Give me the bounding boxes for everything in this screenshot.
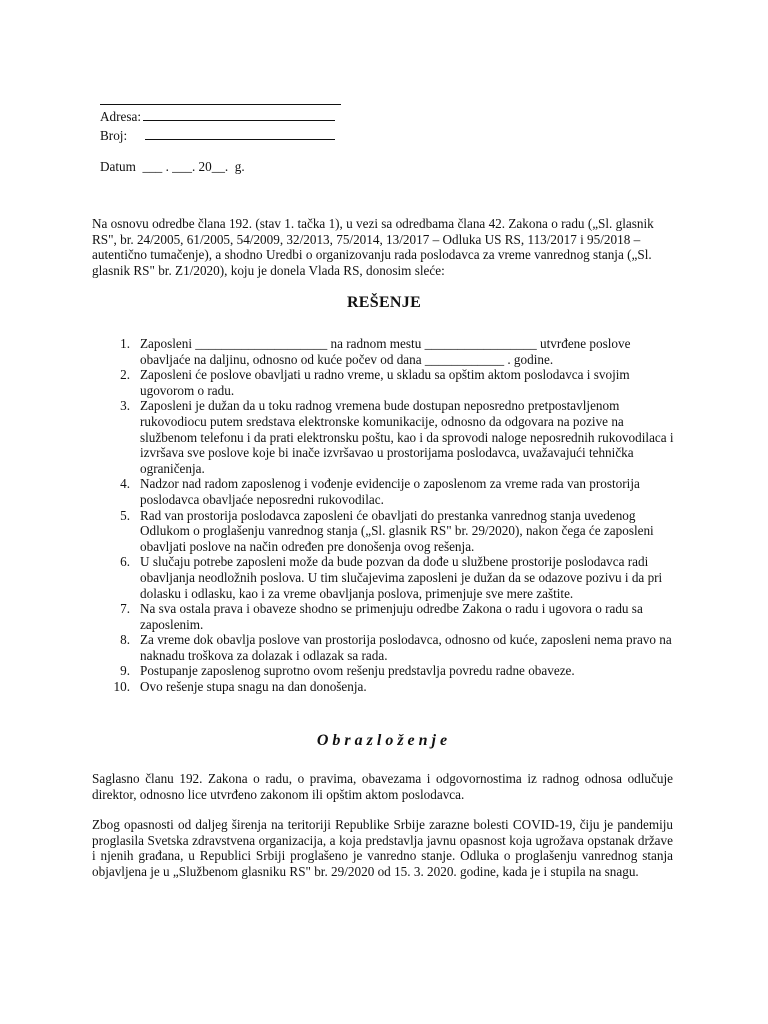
list-item xyxy=(108,679,676,695)
item-number: 7. xyxy=(120,601,130,617)
list-item xyxy=(108,476,676,507)
item-text: Rad van prostorija poslodavca zaposleni će obavljati do prestanka vanrednog stanja uvedenog Odlukom o proglašenju vanrednog stanja („Sl. glasnik RS" br. 29/2020), nakon čega će zaposleni obavljati poslove na način određen pre donošenja ovog rešenja. xyxy=(140,507,654,554)
explanation-title: Obrazloženje xyxy=(316,732,452,749)
employer-name-line xyxy=(100,104,341,105)
sender-header xyxy=(100,104,341,175)
list-item xyxy=(108,336,676,367)
item-text: Zaposleni je dužan da u toku radnog vremena bude dostupan neposredno pretpostavljenom rukovodiocu putem sredstava elektronske komunikacije, odnosno da odgovara na pozive na službenom telefonu i da prati elektronsku poštu, kao i da sprovodi naloge neposrednih rukovodilaca i izvršava sve poslove koje bi inače izvršavao u prostorijama poslodavca, uvažavajući tehnička ograničenja. xyxy=(140,398,674,476)
number-blank-line xyxy=(145,127,335,140)
item-text: Nadzor nad radom zaposlenog i vođenje evidencije o zaposlenom za vreme rada van prostorija poslodavca obavljaće neposredni rukovodilac. xyxy=(140,476,640,507)
item-number: 4. xyxy=(120,476,130,492)
item-text: Na sva ostala prava i obaveze shodno se primenjuju odredbe Zakona o radu i ugovora o radu sa zaposlenim. xyxy=(140,601,643,632)
item-text: Ovo rešenje stupa snagu na dan donošenja. xyxy=(140,679,367,695)
item-text: Zaposleni će poslove obavljati u radno vreme, u skladu sa opštim aktom poslodavca i svojim ugovorom o radu. xyxy=(140,367,630,398)
item-number: 9. xyxy=(120,663,130,679)
explanation-paragraph: Zbog opasnosti od daljeg širenja na teritoriji Republike Srbije zarazne bolesti COVID-19, čiju je pandemiju proglasila Svetska zdravstvena organizacija, a koja predstavlja javnu opasnost koja ugrožava opstanak države i njenih građana, u Republici Srbiji proglašeno je vanredno stanje. Odluka o proglašenju vanrednog stanja objavljena je u „Službenom glasniku RS" br. 29/2020 od 15. 3. 2020. godine, kada je i stupila na snagu. xyxy=(92,817,673,879)
list-item xyxy=(108,632,676,663)
item-number: 2. xyxy=(120,367,130,383)
item-number: 10. xyxy=(113,679,130,695)
item-text: Za vreme dok obavlja poslove van prostorija poslodavca, odnosno od kuće, zaposleni nema pravo na naknadu troškova za dolazak i odlazak sa rada. xyxy=(140,632,672,663)
item-number: 1. xyxy=(120,336,130,351)
explanation-paragraph: Saglasno članu 192. Zakona o radu, o pravima, obavezama i odgovornostima iz radnog odnosa odlučuje direktor, odnosno lice utvrđeno zakonom ili opštim aktom poslodavca. xyxy=(92,771,673,802)
item-text: U slučaju potrebe zaposleni može da bude pozvan da dođe u službene prostorije poslodavca radi obavljanja neodložnih poslova. U tim slučajevima zaposleni je dužan da se odazove pozivu i da pri dolasku i odlasku, kao i za vreme obavljanja poslova, primenjuje sve mere zaštite. xyxy=(140,554,663,601)
intro-paragraph: Na osnovu odredbe člana 192. (stav 1. tačka 1), u vezi sa odredbama člana 42. Zakona o radu („Sl. glasnik RS", br. 24/2005, 61/2005, 54/2009, 32/2013, 75/2014, 13/2017 – Odluka US RS, 113/2017 i 95/2018 – autentično tumačenje), a shodno Uredbi o organizovanju rada poslodavca za vreme vanrednog stanja („Sl. glasnik RS" br. Z1/2020), koju je donela Vlada RS, donosim sleće: xyxy=(92,216,654,278)
list-item xyxy=(108,508,676,555)
list-item xyxy=(108,663,676,679)
item-number: 3. xyxy=(120,398,130,414)
item-number: 6. xyxy=(120,554,130,570)
date-line: Datum ___ . ___. 20__. g. xyxy=(100,159,245,174)
list-item xyxy=(108,367,676,398)
item-text: Postupanje zaposlenog suprotno ovom rešenju predstavlja povredu radne obaveze. xyxy=(140,663,575,679)
address-row xyxy=(100,108,341,127)
item-number: 8. xyxy=(120,632,130,648)
document-title: REŠENJE xyxy=(346,294,422,311)
list-item xyxy=(108,398,676,476)
number-label: Broj: xyxy=(100,128,128,143)
address-label: Adresa: xyxy=(100,109,142,124)
decision-items-list xyxy=(108,336,676,695)
item-text: Zaposleni ____________________ na radnom mestu _________________ utvrđene poslove obavljaće na daljinu, odnosno od kuće počev od dana ____________ . godine. xyxy=(140,336,631,367)
list-item xyxy=(108,554,676,601)
address-blank-line xyxy=(143,108,335,121)
item-number: 5. xyxy=(120,507,130,523)
list-item xyxy=(108,601,676,632)
number-row xyxy=(100,127,341,146)
